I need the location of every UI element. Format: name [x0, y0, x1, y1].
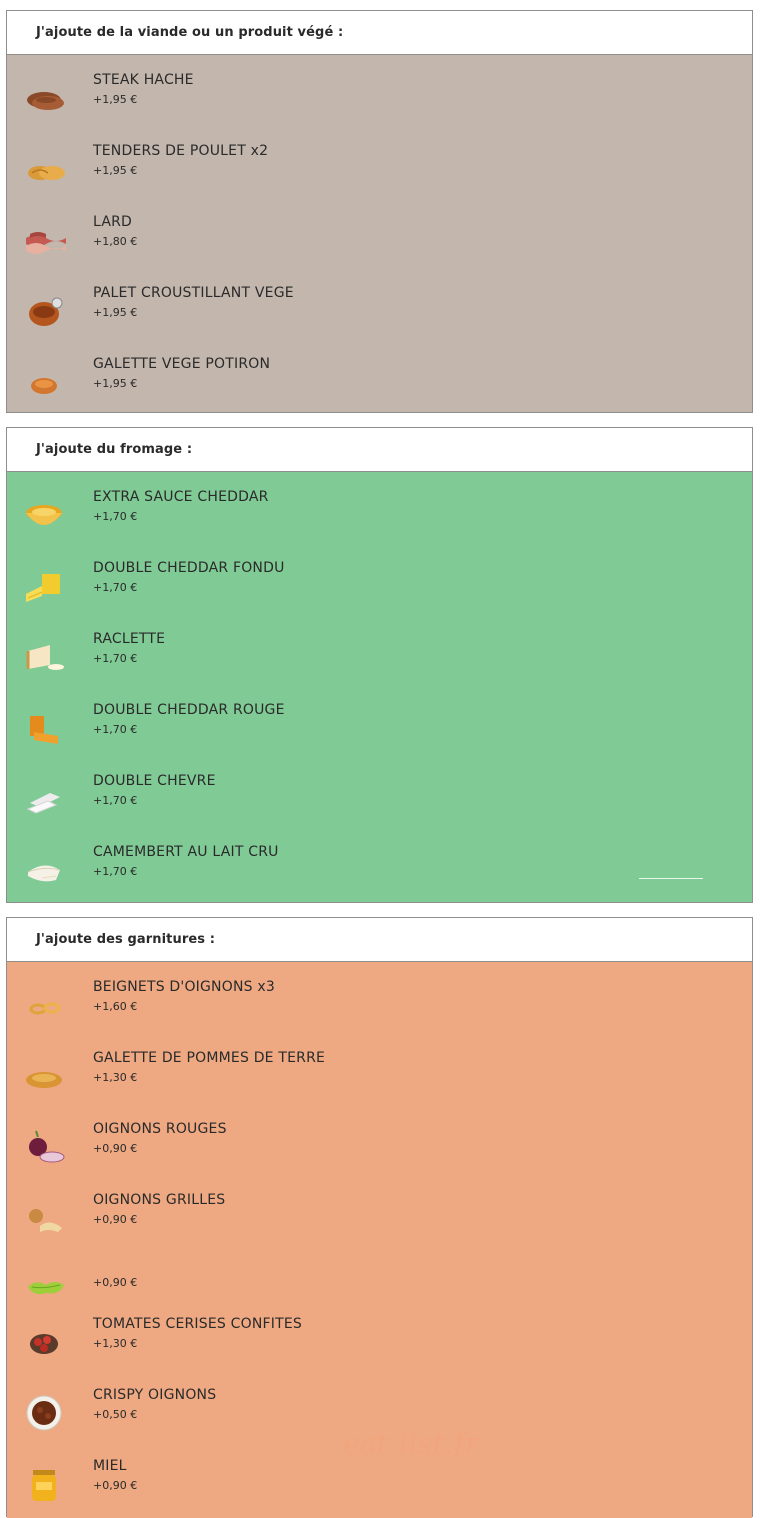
section-header [7, 11, 752, 55]
item-price: +1,60 € [93, 1000, 138, 1013]
section-body [7, 472, 752, 902]
list-item[interactable] [7, 72, 752, 122]
item-price: +1,80 € [93, 235, 138, 248]
list-item[interactable] [7, 1316, 752, 1366]
item-price: +0,50 € [93, 1408, 138, 1421]
item-price: +1,70 € [93, 510, 138, 523]
list-item[interactable] [7, 489, 752, 539]
section-meat [6, 10, 753, 413]
section-title: J'ajoute de la viande ou un produit végé : [36, 25, 344, 40]
list-item[interactable] [7, 356, 752, 406]
section-header [7, 428, 752, 472]
decorative-line [639, 878, 703, 879]
grilled-onion-icon [22, 1198, 70, 1238]
item-price: +0,90 € [93, 1142, 138, 1155]
section-title: J'ajoute des garnitures : [36, 932, 216, 947]
item-name: GALETTE DE POMMES DE TERRE [93, 1050, 326, 1066]
item-price: +1,70 € [93, 723, 138, 736]
item-price: +1,30 € [93, 1337, 138, 1350]
item-price: +1,95 € [93, 306, 138, 319]
item-name: DOUBLE CHEDDAR ROUGE [93, 702, 285, 718]
item-price: +1,95 € [93, 377, 138, 390]
item-price: +1,70 € [93, 794, 138, 807]
cheddar-sauce-icon [22, 495, 70, 535]
item-price: +0,90 € [93, 1479, 138, 1492]
onion-rings-icon [22, 985, 70, 1025]
list-item[interactable] [7, 1121, 752, 1171]
item-name: RACLETTE [93, 631, 166, 647]
chicken-tenders-icon [22, 149, 70, 189]
honey-jar-icon [22, 1464, 70, 1504]
list-item[interactable] [7, 1263, 752, 1313]
item-price: +1,70 € [93, 581, 138, 594]
list-item[interactable] [7, 631, 752, 681]
goat-cheese-icon [22, 779, 70, 819]
green-salad-icon [22, 1269, 70, 1309]
section-title: J'ajoute du fromage : [36, 442, 193, 457]
section-cheese [6, 427, 753, 903]
camembert-icon [22, 850, 70, 890]
list-item[interactable] [7, 1050, 752, 1100]
item-name: TENDERS DE POULET x2 [93, 143, 269, 159]
item-name: CRISPY OIGNONS [93, 1387, 217, 1403]
item-name: TOMATES CERISES CONFITES [93, 1316, 302, 1332]
steak-icon [22, 78, 70, 118]
item-name: EXTRA SAUCE CHEDDAR [93, 489, 269, 505]
red-cheddar-icon [22, 708, 70, 748]
item-name: GALETTE VEGE POTIRON [93, 356, 271, 372]
item-name: LARD [93, 214, 133, 230]
cheddar-slices-icon [22, 566, 70, 606]
item-price: +0,90 € [93, 1213, 138, 1226]
item-name: DOUBLE CHEDDAR FONDU [93, 560, 285, 576]
hash-brown-icon [22, 1056, 70, 1096]
list-item[interactable] [7, 214, 752, 264]
raclette-icon [22, 637, 70, 677]
item-price: +1,95 € [93, 93, 138, 106]
bacon-icon [22, 220, 70, 260]
watermark: eat-list.fr [343, 1427, 479, 1460]
item-name: DOUBLE CHEVRE [93, 773, 216, 789]
item-price: +1,30 € [93, 1071, 138, 1084]
item-name: BEIGNETS D'OIGNONS x3 [93, 979, 275, 995]
list-item[interactable] [7, 1192, 752, 1242]
item-name: OIGNONS ROUGES [93, 1121, 227, 1137]
list-item[interactable] [7, 773, 752, 823]
item-name: MIEL [93, 1458, 127, 1474]
item-price: +1,95 € [93, 164, 138, 177]
item-name: OIGNONS GRILLES [93, 1192, 226, 1208]
veggie-patty-icon [22, 291, 70, 331]
section-body [7, 55, 752, 412]
item-price: +0,90 € [93, 1276, 138, 1289]
red-onion-icon [22, 1127, 70, 1167]
cherry-tomato-icon [22, 1322, 70, 1362]
list-item[interactable] [7, 979, 752, 1029]
item-name: CAMEMBERT AU LAIT CRU [93, 844, 279, 860]
list-item[interactable] [7, 560, 752, 610]
list-item[interactable] [7, 702, 752, 752]
pumpkin-patty-icon [22, 362, 70, 402]
crispy-onion-icon [22, 1393, 70, 1433]
item-price: +1,70 € [93, 652, 138, 665]
item-name: PALET CROUSTILLANT VEGE [93, 285, 294, 301]
list-item[interactable] [7, 1458, 752, 1508]
item-price: +1,70 € [93, 865, 138, 878]
list-item[interactable] [7, 143, 752, 193]
list-item[interactable] [7, 844, 752, 894]
list-item[interactable] [7, 285, 752, 335]
item-name: STEAK HACHE [93, 72, 194, 88]
section-header [7, 918, 752, 962]
